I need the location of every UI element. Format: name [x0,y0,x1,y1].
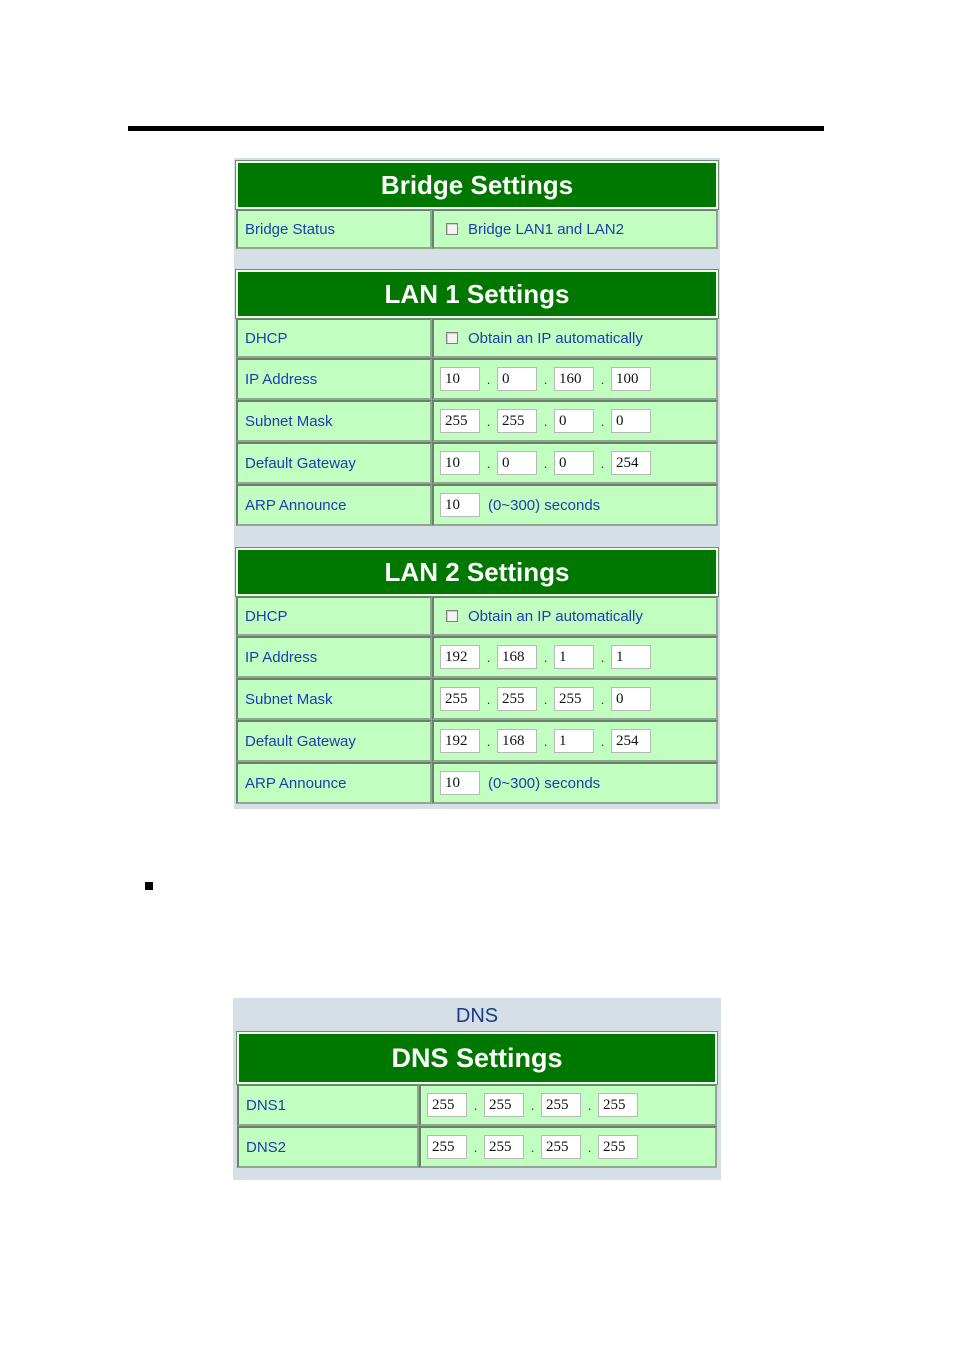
lan2-ip-value: 192 . 168 . 1 . 1 [432,636,718,678]
bridge-lan-checkbox-label: Bridge LAN1 and LAN2 [468,220,624,238]
lan1-dhcp-checkbox-label: Obtain an IP automatically [468,329,643,347]
lan1-arp-value [432,484,718,526]
lan1-ip-octet-2[interactable]: 0 [497,367,537,391]
lan2-ip-row [236,636,718,678]
lan1-mask-octet-4[interactable]: 0 [611,409,651,433]
lan2-gateway-octet-4[interactable]: 254 [611,729,651,753]
lan2-ip-octet-2[interactable]: 168 [497,645,537,669]
dns-settings-header: DNS Settings [237,1032,717,1084]
lan1-gateway-value: 10 . 0 . 0 . 254 [432,442,718,484]
lan2-ip-octet-3[interactable]: 1 [554,645,594,669]
dns1-row [237,1084,717,1126]
dns1-octet-1[interactable]: 255 [427,1093,467,1117]
lan1-gateway-octet-3[interactable]: 0 [554,451,594,475]
dns1-octet-4[interactable]: 255 [598,1093,638,1117]
lan2-gateway-value: 192 . 168 . 1 . 254 [432,720,718,762]
lan1-arp-unit: (0~300) seconds [488,496,601,514]
lan1-gateway-octet-4[interactable]: 254 [611,451,651,475]
lan2-gateway-octet-1[interactable]: 192 [440,729,480,753]
lan2-arp-unit: (0~300) seconds [488,774,601,792]
lan1-arp-label: ARP Announce [236,484,432,526]
dns1-octet-3[interactable]: 255 [541,1093,581,1117]
lan2-dhcp-label: DHCP [236,596,432,636]
dns-caption: DNS [455,1005,499,1027]
lan1-dhcp-label: DHCP [236,318,432,358]
lan1-settings-header: LAN 1 Settings [236,270,718,318]
dns2-octet-3[interactable]: 255 [541,1135,581,1159]
dns2-row [237,1126,717,1168]
lan2-gateway-row [236,720,718,762]
bridge-settings-header: Bridge Settings [236,161,718,209]
lan2-mask-octet-3[interactable]: 255 [554,687,594,711]
lan1-ip-octet-3[interactable]: 160 [554,367,594,391]
lan1-ip-label: IP Address [236,358,432,400]
dns-panel [233,998,721,1180]
lan2-mask-value: 255 . 255 . 255 . 0 [432,678,718,720]
lan2-arp-input[interactable]: 10 [440,771,480,795]
lan1-gateway-row [236,442,718,484]
lan2-arp-value [432,762,718,804]
lan2-arp-row [236,762,718,804]
lan2-dhcp-row [236,596,718,636]
lan2-dhcp-value [432,596,718,636]
network-settings-panel [234,158,720,809]
lan1-mask-label: Subnet Mask [236,400,432,442]
bridge-status-value [432,209,718,249]
lan2-settings-section [236,548,718,804]
lan2-gateway-octet-2[interactable]: 168 [497,729,537,753]
lan1-dhcp-checkbox[interactable] [446,332,458,344]
lan2-ip-octet-4[interactable]: 1 [611,645,651,669]
dns1-value: 255 . 255 . 255 . 255 [419,1084,717,1126]
lan2-dhcp-checkbox[interactable] [446,610,458,622]
lan2-ip-label: IP Address [236,636,432,678]
lan1-ip-octet-1[interactable]: 10 [440,367,480,391]
lan2-mask-octet-1[interactable]: 255 [440,687,480,711]
lan2-gateway-label: Default Gateway [236,720,432,762]
dns-settings-section [237,1032,717,1168]
lan1-arp-input[interactable]: 10 [440,493,480,517]
lan1-gateway-octet-2[interactable]: 0 [497,451,537,475]
lan2-dhcp-checkbox-label: Obtain an IP automatically [468,607,643,625]
lan1-ip-octet-4[interactable]: 100 [611,367,651,391]
lan1-mask-row [236,400,718,442]
lan1-arp-row [236,484,718,526]
dns1-octet-2[interactable]: 255 [484,1093,524,1117]
lan1-dhcp-value [432,318,718,358]
bridge-status-label: Bridge Status [236,209,432,249]
bridge-status-row [236,209,718,249]
lan1-ip-value: 10 . 0 . 160 . 100 [432,358,718,400]
lan2-mask-octet-2[interactable]: 255 [497,687,537,711]
dns2-octet-2[interactable]: 255 [484,1135,524,1159]
bridge-lan-checkbox[interactable] [446,223,458,235]
bridge-settings-section [236,161,718,249]
top-rule [128,126,824,131]
lan1-mask-octet-3[interactable]: 0 [554,409,594,433]
lan1-settings-section [236,270,718,526]
lan1-mask-value: 255 . 255 . 0 . 0 [432,400,718,442]
lan2-mask-label: Subnet Mask [236,678,432,720]
lan1-dhcp-row [236,318,718,358]
dns1-label: DNS1 [237,1084,419,1126]
lan2-gateway-octet-3[interactable]: 1 [554,729,594,753]
lan2-settings-header: LAN 2 Settings [236,548,718,596]
dns2-octet-4[interactable]: 255 [598,1135,638,1159]
bullet-marker [145,882,153,890]
lan1-gateway-label: Default Gateway [236,442,432,484]
dns2-value: 255 . 255 . 255 . 255 [419,1126,717,1168]
lan2-ip-octet-1[interactable]: 192 [440,645,480,669]
lan1-mask-octet-1[interactable]: 255 [440,409,480,433]
dns2-octet-1[interactable]: 255 [427,1135,467,1159]
lan2-arp-label: ARP Announce [236,762,432,804]
lan2-mask-octet-4[interactable]: 0 [611,687,651,711]
lan2-mask-row [236,678,718,720]
dns2-label: DNS2 [237,1126,419,1168]
lan1-ip-row [236,358,718,400]
lan1-mask-octet-2[interactable]: 255 [497,409,537,433]
lan1-gateway-octet-1[interactable]: 10 [440,451,480,475]
